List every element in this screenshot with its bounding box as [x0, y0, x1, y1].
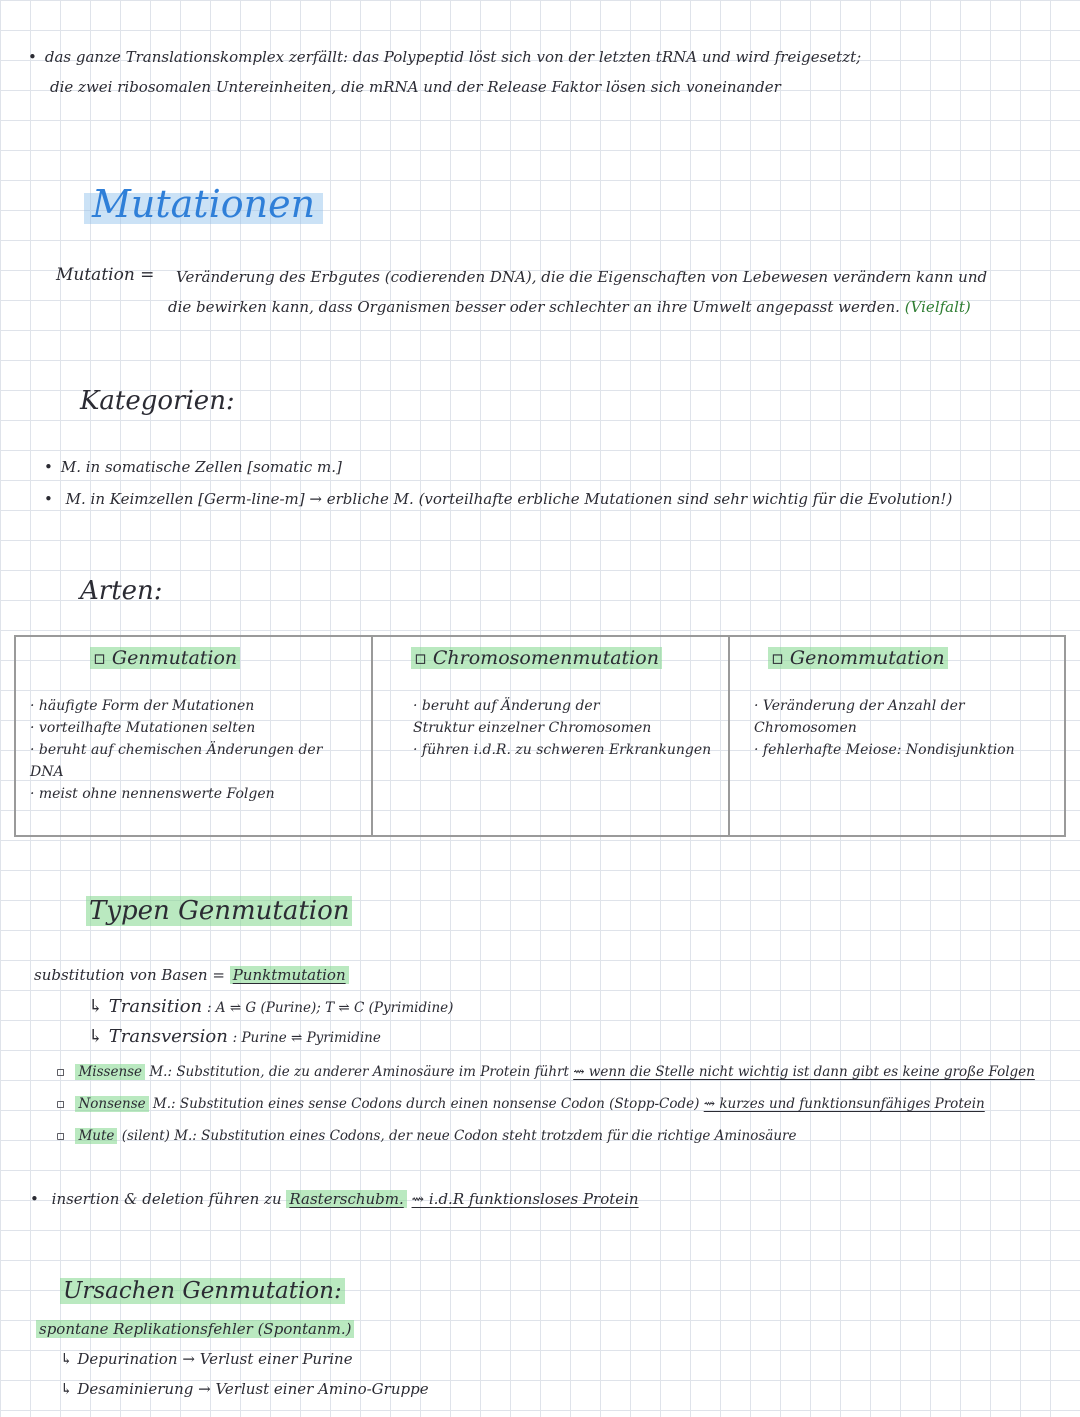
kategorie-item-1-text: M. in somatische Zellen [somatic m.] — [60, 458, 342, 476]
ursachen-item-1-text: spontane Replikationsfehler (Spontanm.) — [36, 1320, 354, 1338]
column-title-genmutation: ▫ Genmutation — [90, 647, 240, 669]
intro-line-1-text: das ganze Translationskomplex zerfällt: das Polypeptid löst sich von der letzten tRNA und wird freigesetzt; — [44, 48, 862, 66]
definition-note: (Vielfalt) — [904, 298, 971, 316]
nonsense-term: Nonsense — [75, 1096, 148, 1112]
definition-term: Mutation = — [56, 265, 155, 285]
column-title-chromosomenmutation: ▫ Chromosomenmutation — [411, 647, 662, 669]
indel-line — [30, 1190, 639, 1208]
depurination-text: → Verlust einer Purine — [182, 1350, 353, 1368]
kategorie-item-2-start: M. in Keimzellen [Germ-line-m] — [65, 490, 305, 508]
missense-term: Missense — [75, 1064, 145, 1080]
column-title-genommutation: ▫ Genommutation — [768, 647, 948, 669]
arten-table — [14, 635, 1066, 837]
missense-text: M.: Substitution, die zu anderer Aminosäure im Protein führt — [149, 1064, 569, 1080]
substitution-label: substitution von Basen = — [34, 966, 225, 984]
nonsense-line — [56, 1096, 985, 1112]
mute-line — [56, 1128, 796, 1144]
list-item: · fehlerhafte Meiose: Nondisjunktion — [754, 739, 1050, 761]
arten-column-genmutation — [15, 636, 372, 836]
transversion-text: : Purine ⇌ Pyrimidine — [232, 1030, 381, 1046]
heading-ursachen-text: Ursachen Genmutation: — [60, 1278, 345, 1304]
transversion-line — [88, 1026, 381, 1047]
definition-line-2 — [168, 298, 971, 316]
substitution-term: Punktmutation — [230, 966, 349, 984]
ursachen-sub-2 — [60, 1380, 429, 1398]
heading-arten: Arten: — [80, 576, 163, 606]
arrow-icon: → — [309, 490, 322, 508]
mute-term: Mute — [75, 1128, 117, 1144]
heading-typen-genmutation — [86, 896, 352, 926]
substitution-line — [34, 966, 349, 984]
list-item: · beruht auf chemischen Änderungen der DNA — [30, 739, 357, 783]
mute-text: (silent) M.: Substitution eines Codons, der neue Codon steht trotzdem für die richtige Aminosäure — [121, 1128, 797, 1144]
intro-line-1 — [28, 48, 861, 66]
heading-kategorien: Kategorien: — [80, 386, 235, 416]
arten-column-chromosomenmutation — [372, 636, 729, 836]
definition-line-1: Veränderung des Erbgutes (codierenden DNA), die die Eigenschaften von Lebewesen verändern kann und — [176, 268, 988, 286]
list-item: · führen i.d.R. zu schweren Erkrankungen — [413, 739, 714, 761]
missense-line — [56, 1064, 1035, 1080]
heading-typen-genmutation-text: Typen Genmutation — [86, 896, 352, 926]
transition-text: : A ⇌ G (Purine); T ⇌ C (Pyrimidine) — [206, 1000, 454, 1016]
kategorie-item-1 — [44, 458, 342, 476]
nonsense-result: ⇝ kurzes und funktionsunfähiges Protein — [703, 1096, 985, 1112]
transversion-label: ↳ Transversion — [88, 1026, 228, 1047]
list-item: · Veränderung der Anzahl der Chromosomen — [754, 695, 994, 739]
kategorie-item-2-end: erbliche M. (vorteilhafte erbliche Mutationen sind sehr wichtig für die Evolution!) — [326, 490, 953, 508]
arten-column-genommutation — [729, 636, 1065, 836]
list-item: · vorteilhafte Mutationen selten — [30, 717, 357, 739]
intro-line-2: die zwei ribosomalen Untereinheiten, die mRNA und der Release Faktor lösen sich voneinander — [50, 78, 781, 96]
missense-result: ⇝ wenn die Stelle nicht wichtig ist dann gibt es keine große Folgen — [573, 1064, 1035, 1080]
definition-line-2-text: die bewirken kann, dass Organismen besser oder schlechter an ihre Umwelt angepasst werden. — [168, 298, 900, 316]
indel-text: insertion & deletion führen zu — [51, 1190, 282, 1208]
kategorie-item-2 — [44, 490, 952, 508]
list-item: · meist ohne nennenswerte Folgen — [30, 783, 357, 805]
ursachen-sub-1 — [60, 1350, 353, 1368]
transition-line — [88, 996, 453, 1017]
desaminierung-text: → Verlust einer Amino-Gruppe — [198, 1380, 429, 1398]
nonsense-text: M.: Substitution eines sense Codons durch einen nonsense Codon (Stopp-Code) — [152, 1096, 700, 1112]
list-item: · häufigte Form der Mutationen — [30, 695, 357, 717]
transition-label: ↳ Transition — [88, 996, 203, 1017]
indel-term: Rasterschubm. — [286, 1190, 406, 1208]
ursachen-item-1 — [36, 1320, 354, 1338]
depurination-label: ↳ Depurination — [60, 1350, 178, 1368]
indel-result: ⇝ i.d.R funktionsloses Protein — [411, 1190, 639, 1208]
section-title-mutationen: Mutationen — [84, 182, 323, 226]
desaminierung-label: ↳ Desaminierung — [60, 1380, 194, 1398]
list-item: · beruht auf Änderung der Struktur einzelner Chromosomen — [413, 695, 653, 739]
heading-ursachen — [60, 1278, 345, 1304]
